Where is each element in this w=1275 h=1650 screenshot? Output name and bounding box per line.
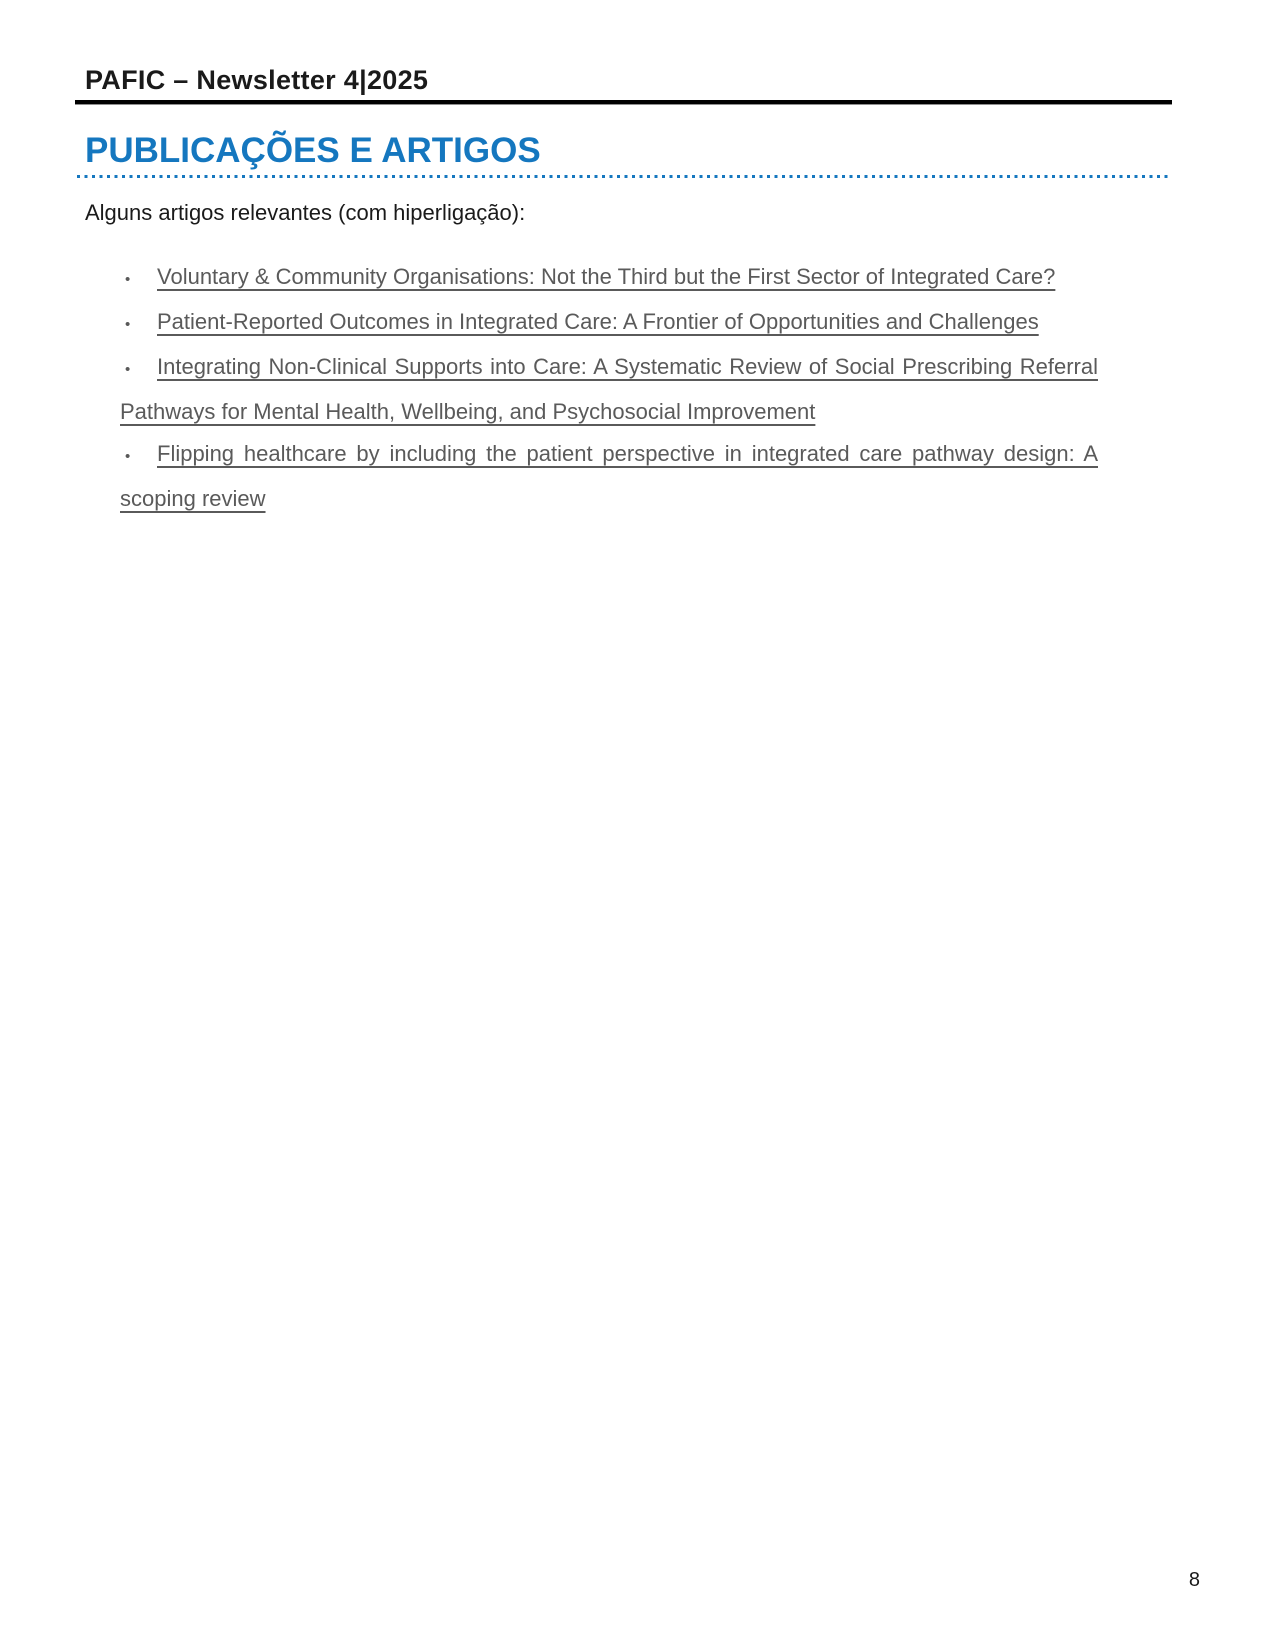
page-content (0, 0, 1275, 520)
article-link[interactable]: Integrating Non-Clinical Supports into Care: A Systematic Review of Social Prescribing Referral Pathways for Mental Health, Wellbeing, and Psychosocial Improvement (120, 354, 1098, 424)
page-title: PAFIC – Newsletter 4|2025 (85, 65, 429, 95)
article-link[interactable]: Patient-Reported Outcomes in Integrated Care: A Frontier of Opportunities and Challenges (157, 309, 1039, 334)
header-rule (75, 100, 1172, 105)
article-link[interactable]: Flipping healthcare by including the patient perspective in integrated care pathway design: A scoping review (120, 441, 1098, 511)
article-list-item (120, 433, 1098, 520)
article-link[interactable]: Voluntary & Community Organisations: Not the Third but the First Sector of Integrated Care? (157, 264, 1056, 289)
article-list (120, 256, 1098, 520)
main-section (85, 133, 1172, 520)
list-bullet-icon: • (125, 361, 131, 378)
page-header (85, 64, 1172, 105)
section-heading: PUBLICAÇÕES E ARTIGOS (85, 131, 541, 170)
list-bullet-icon: • (125, 448, 131, 465)
article-list-item (120, 256, 1098, 301)
page-number: 8 (1188, 1569, 1200, 1591)
article-list-item (120, 346, 1098, 433)
dotted-divider (77, 175, 1172, 178)
intro-text: Alguns artigos relevantes (com hiperligação): (85, 200, 526, 225)
article-list-item (120, 301, 1098, 346)
list-bullet-icon: • (125, 271, 131, 288)
list-bullet-icon: • (125, 316, 131, 333)
